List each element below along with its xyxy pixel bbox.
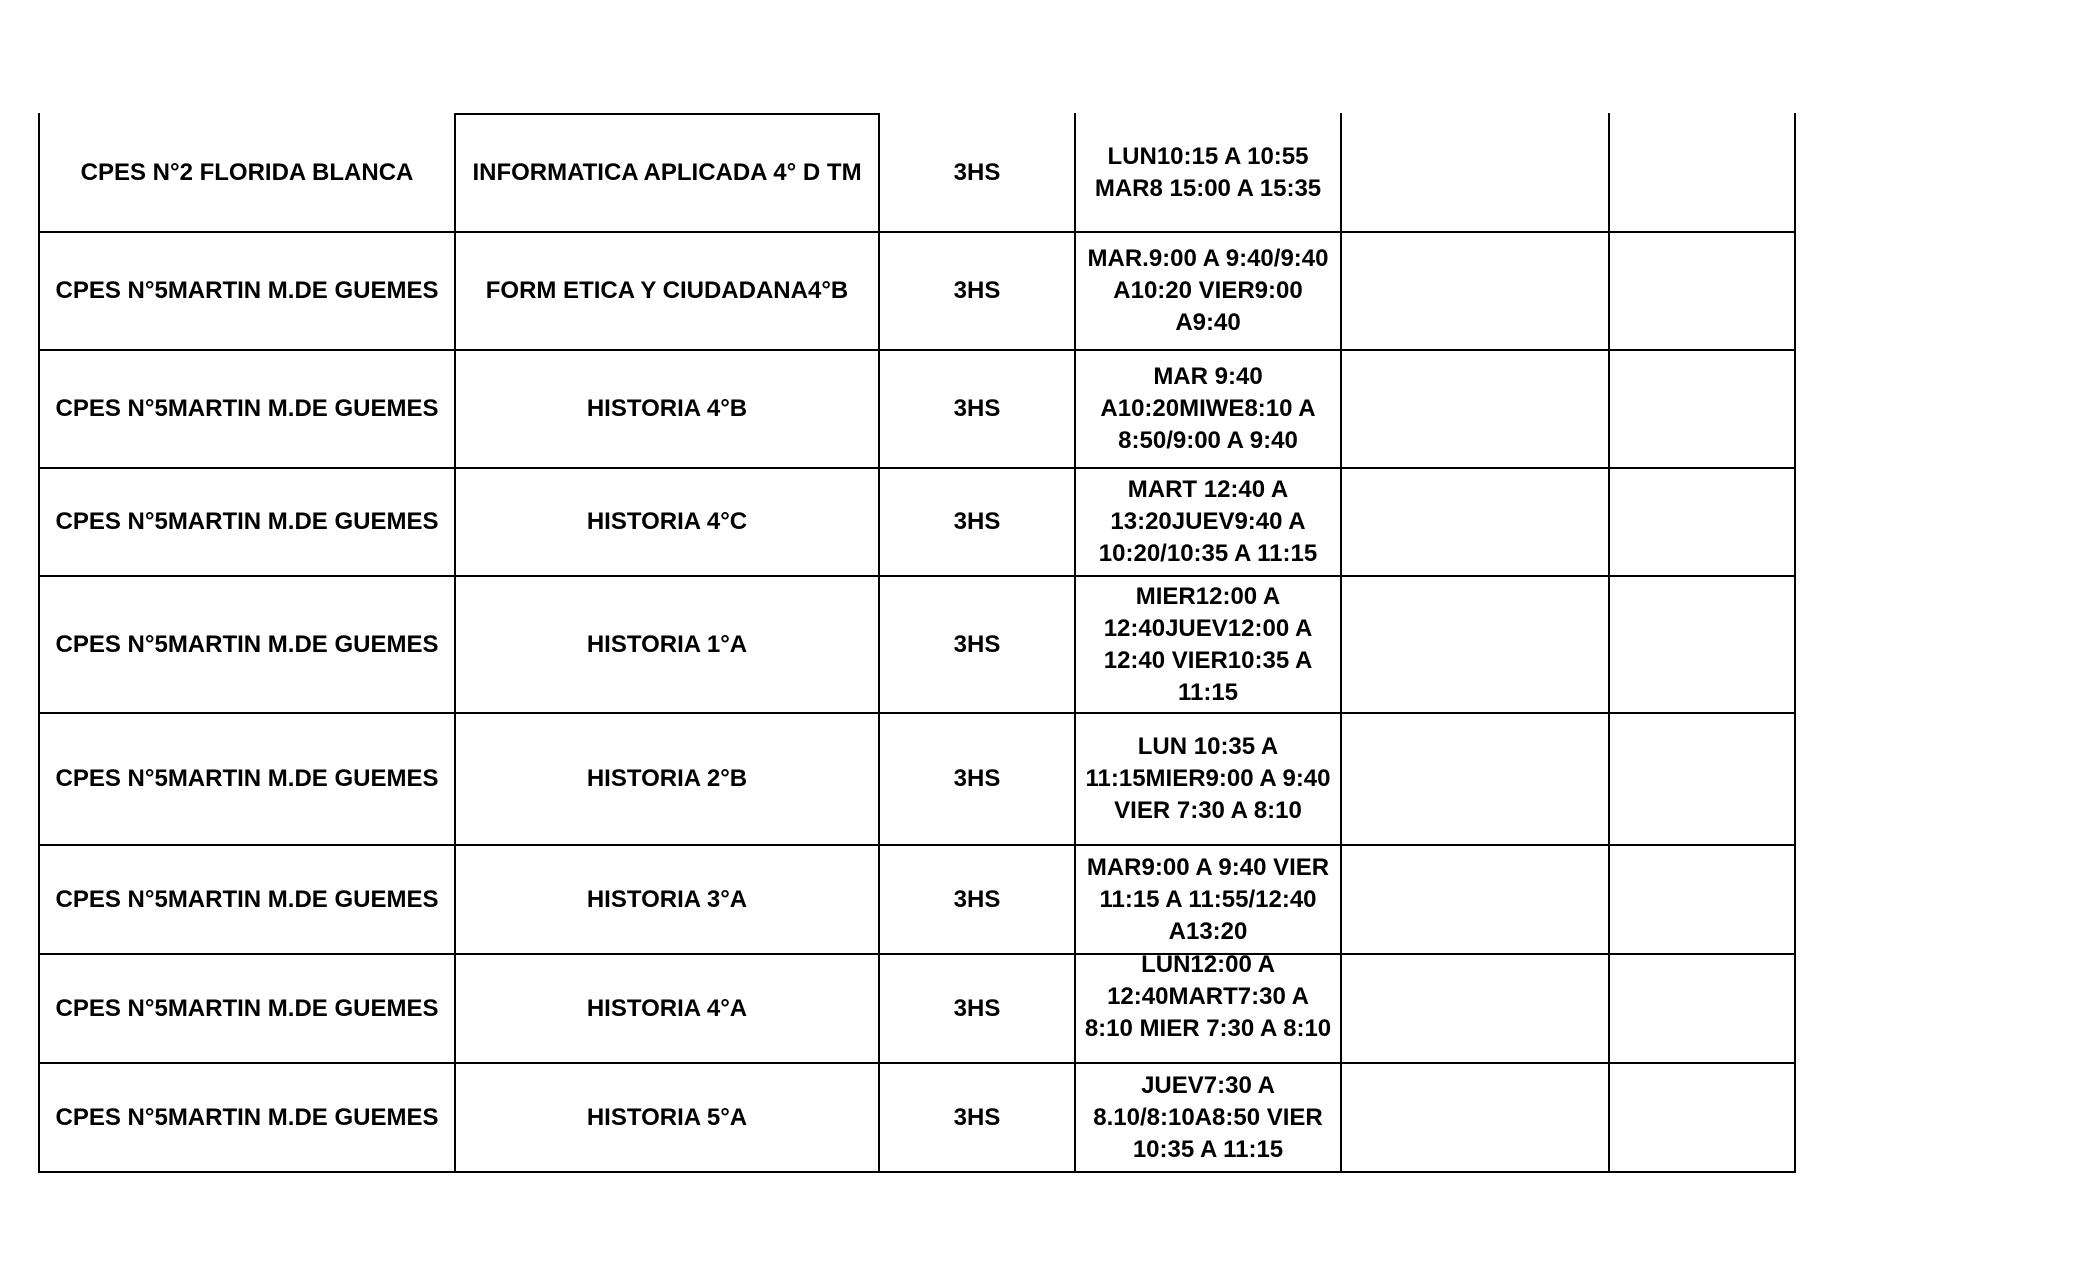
subject-cell: HISTORIA 4°A	[455, 954, 879, 1063]
empty-cell	[1341, 232, 1609, 350]
subject-cell: HISTORIA 3°A	[455, 845, 879, 954]
hours-cell: 3HS	[879, 468, 1075, 576]
empty-cell	[1609, 114, 1795, 232]
school-cell: CPES N°5MARTIN M.DE GUEMES	[39, 576, 455, 713]
empty-cell	[1341, 954, 1609, 1063]
schedule-cell: MIER12:00 A 12:40JUEV12:00 A 12:40 VIER10:35 A 11:15	[1075, 576, 1341, 713]
subject-cell: HISTORIA 4°B	[455, 350, 879, 468]
table-row	[39, 468, 1795, 576]
table-row	[39, 954, 1795, 1063]
schedule-cell: MAR 9:40 A10:20MIWE8:10 A 8:50/9:00 A 9:40	[1075, 350, 1341, 468]
subject-cell: FORM ETICA Y CIUDADANA4°B	[455, 232, 879, 350]
school-cell: CPES N°5MARTIN M.DE GUEMES	[39, 350, 455, 468]
subject-cell: INFORMATICA APLICADA 4° D TM	[455, 114, 879, 232]
schedule-cell: LUN 10:35 A 11:15MIER9:00 A 9:40 VIER 7:30 A 8:10	[1075, 713, 1341, 845]
schedule-cell: MAR.9:00 A 9:40/9:40 A10:20 VIER9:00 A9:40	[1075, 232, 1341, 350]
empty-cell	[1609, 954, 1795, 1063]
empty-cell	[1341, 350, 1609, 468]
empty-cell	[1609, 845, 1795, 954]
empty-cell	[1609, 1063, 1795, 1172]
table-row	[39, 576, 1795, 713]
schedule-cell: MART 12:40 A 13:20JUEV9:40 A 10:20/10:35 A 11:15	[1075, 468, 1341, 576]
subject-cell: HISTORIA 2°B	[455, 713, 879, 845]
empty-cell	[1341, 468, 1609, 576]
table-row	[39, 114, 1795, 232]
school-cell: CPES N°5MARTIN M.DE GUEMES	[39, 232, 455, 350]
table-row	[39, 232, 1795, 350]
empty-cell	[1341, 576, 1609, 713]
table-row	[39, 713, 1795, 845]
school-cell: CPES N°5MARTIN M.DE GUEMES	[39, 468, 455, 576]
table-row	[39, 1063, 1795, 1172]
schedule-table	[38, 113, 1796, 1173]
subject-cell: HISTORIA 1°A	[455, 576, 879, 713]
schedule-cell	[1075, 954, 1341, 1063]
school-cell: CPES N°2 FLORIDA BLANCA	[39, 114, 455, 232]
empty-cell	[1341, 1063, 1609, 1172]
hours-cell: 3HS	[879, 114, 1075, 232]
empty-cell	[1609, 576, 1795, 713]
school-cell: CPES N°5MARTIN M.DE GUEMES	[39, 954, 455, 1063]
school-cell: CPES N°5MARTIN M.DE GUEMES	[39, 713, 455, 845]
empty-cell	[1341, 713, 1609, 845]
schedule-cell: MAR9:00 A 9:40 VIER 11:15 A 11:55/12:40 A13:20	[1075, 845, 1341, 954]
empty-cell	[1609, 350, 1795, 468]
empty-cell	[1341, 845, 1609, 954]
schedule-cell: JUEV7:30 A 8.10/8:10A8:50 VIER 10:35 A 11:15	[1075, 1063, 1341, 1172]
hours-cell: 3HS	[879, 1063, 1075, 1172]
hours-cell: 3HS	[879, 350, 1075, 468]
empty-cell	[1609, 232, 1795, 350]
hours-cell: 3HS	[879, 954, 1075, 1063]
hours-cell: 3HS	[879, 845, 1075, 954]
school-cell: CPES N°5MARTIN M.DE GUEMES	[39, 1063, 455, 1172]
table-row	[39, 350, 1795, 468]
schedule-cell: LUN10:15 A 10:55 MAR8 15:00 A 15:35	[1075, 114, 1341, 232]
table-row	[39, 845, 1795, 954]
empty-cell	[1341, 114, 1609, 232]
school-cell: CPES N°5MARTIN M.DE GUEMES	[39, 845, 455, 954]
hours-cell: 3HS	[879, 713, 1075, 845]
empty-cell	[1609, 468, 1795, 576]
hours-cell: 3HS	[879, 576, 1075, 713]
empty-cell	[1609, 713, 1795, 845]
schedule-cell-text: LUN12:00 A 12:40MART7:30 A 8:10 MIER 7:30 A 8:10	[1084, 954, 1332, 1042]
subject-cell: HISTORIA 5°A	[455, 1063, 879, 1172]
hours-cell: 3HS	[879, 232, 1075, 350]
subject-cell: HISTORIA 4°C	[455, 468, 879, 576]
